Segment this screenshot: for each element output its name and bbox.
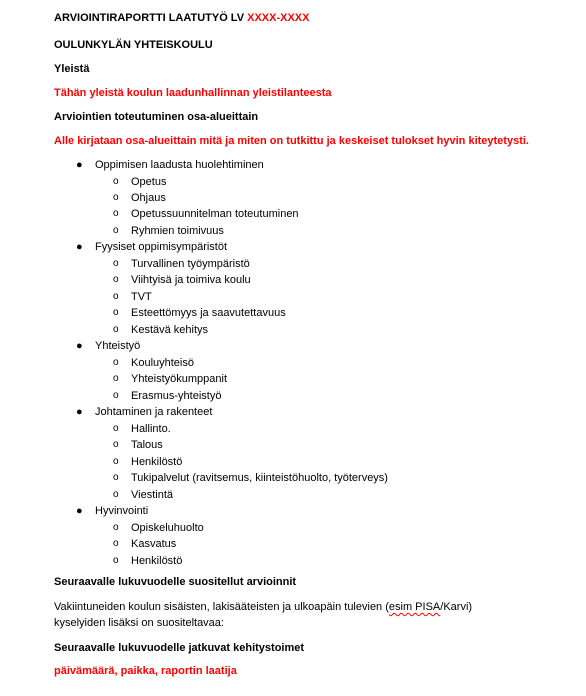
circle-bullet-icon: o [113, 538, 119, 549]
signature-line: päivämäärä, paikka, raportin laatija [54, 665, 237, 677]
spellcheck-underlined-text: esim PISA [388, 601, 441, 613]
bullet-icon: ● [76, 505, 83, 517]
general-instruction: Tähän yleistä koulun laadunhallinnan yleistilanteesta [54, 87, 332, 99]
circle-bullet-icon: o [113, 522, 119, 533]
continued-heading: Seuraavalle lukuvuodelle jatkuvat kehitystoimet [54, 642, 305, 654]
bullet-icon: ● [76, 241, 83, 253]
school-name: OULUNKYLÄN YHTEISKOULU [54, 39, 213, 51]
implementation-heading: Arviointien toteutuminen osa-alueittain [54, 111, 259, 123]
circle-bullet-icon: o [113, 192, 119, 203]
circle-bullet-icon: o [113, 390, 119, 401]
circle-bullet-icon: o [113, 472, 119, 483]
recommended-text: Vakiintuneiden koulun sisäisten, lakisääteisten ja ulkoapäin tulevien (esim PISA/Karvi) kyselyiden lisäksi on suositeltavaa: [54, 601, 473, 629]
recommended-heading: Seuraavalle lukuvuodelle suositellut arvioinnit [54, 576, 297, 588]
circle-bullet-icon: o [113, 225, 119, 236]
circle-bullet-icon: o [113, 176, 119, 187]
circle-bullet-icon: o [113, 307, 119, 318]
report-title [54, 11, 309, 25]
general-heading: Yleistä [54, 63, 90, 75]
bullet-icon: ● [76, 340, 83, 352]
bullet-icon: ● [76, 406, 83, 418]
circle-bullet-icon: o [113, 291, 119, 302]
circle-bullet-icon: o [113, 439, 119, 450]
report-title-text: ARVIOINTIRAPORTTI LAATUTYÖ LV [54, 12, 248, 24]
circle-bullet-icon: o [113, 357, 119, 368]
circle-bullet-icon: o [113, 373, 119, 384]
bullet-icon: ● [76, 159, 83, 171]
circle-bullet-icon: o [113, 274, 119, 285]
circle-bullet-icon: o [113, 258, 119, 269]
report-year-placeholder: XXXX-XXXX [247, 12, 310, 24]
circle-bullet-icon: o [113, 555, 119, 566]
circle-bullet-icon: o [113, 423, 119, 434]
circle-bullet-icon: o [113, 324, 119, 335]
circle-bullet-icon: o [113, 208, 119, 219]
implementation-instruction: Alle kirjataan osa-alueittain mitä ja miten on tutkittu ja keskeiset tulokset hyvin kiteytetysti. [54, 135, 529, 147]
circle-bullet-icon: o [113, 489, 119, 500]
circle-bullet-icon: o [113, 456, 119, 467]
